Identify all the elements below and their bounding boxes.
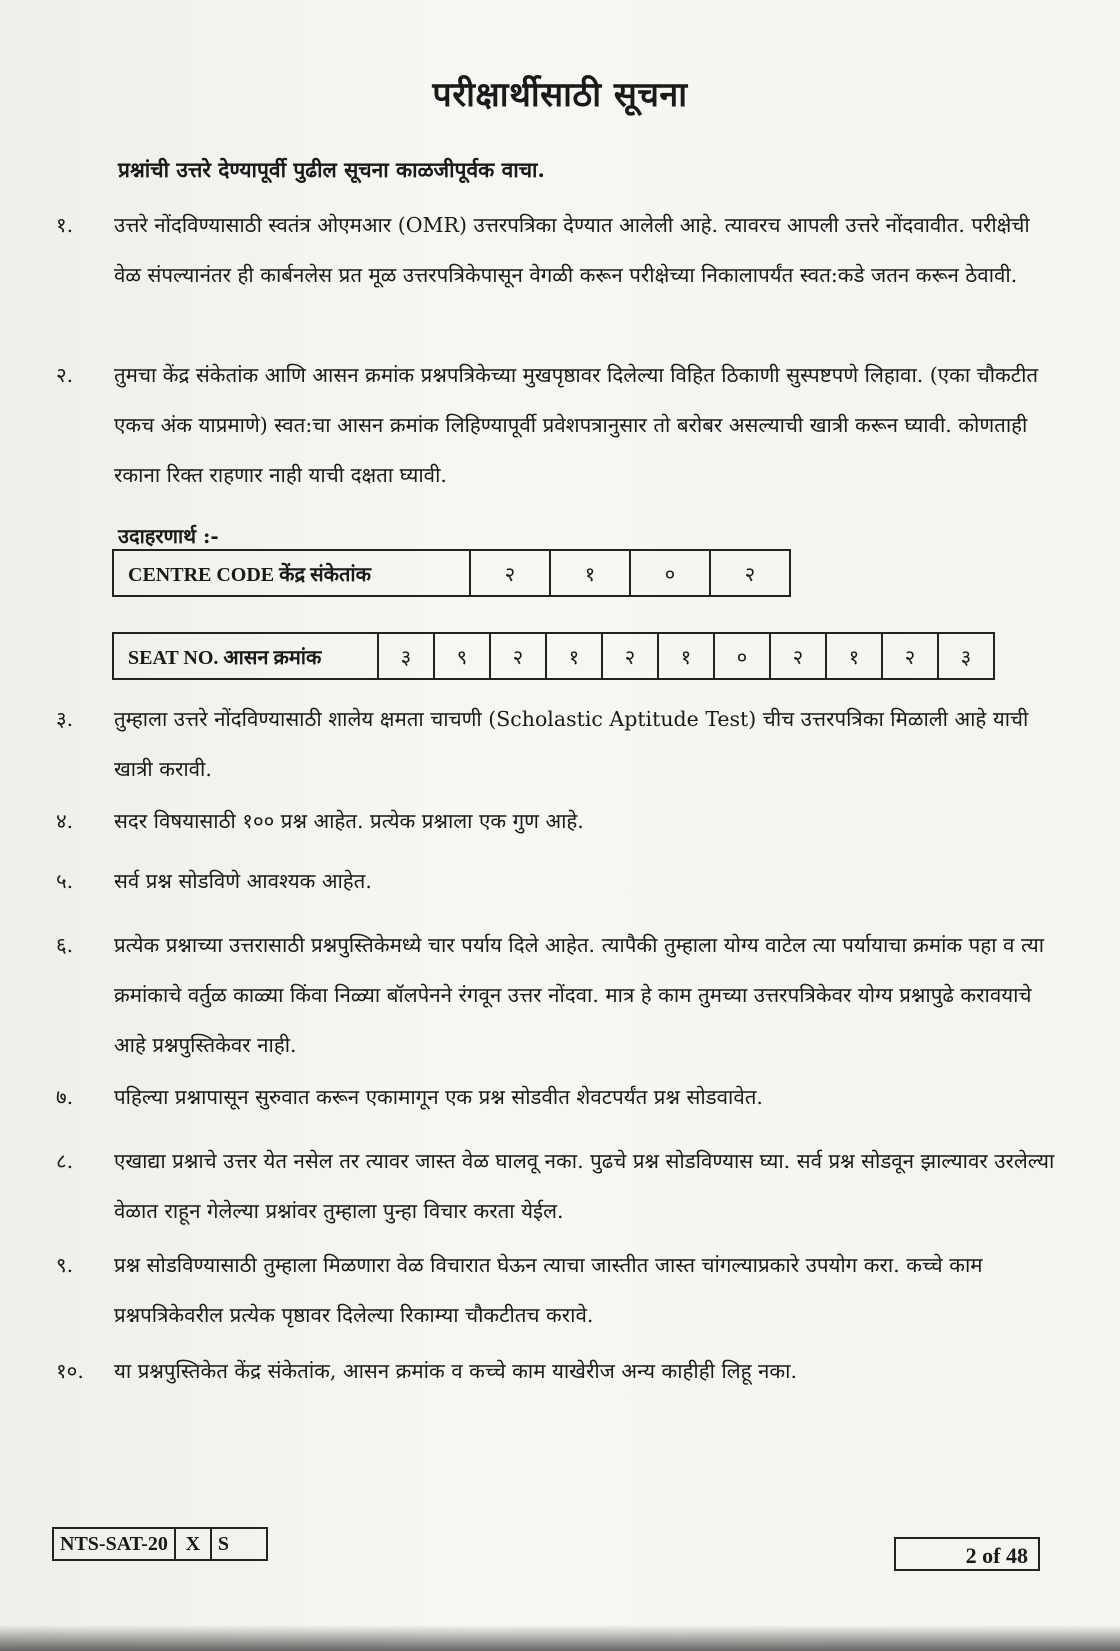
seat-digit: २	[602, 633, 658, 679]
item-number: ७.	[56, 1085, 74, 1109]
item-text: एखाद्या प्रश्नाचे उत्तर येत नसेल तर त्यावर जास्त वेळ घालवू नका. पुढचे प्रश्न सोडविण्यास घ्या. सर्व प्रश्न सोडवून झाल्यावर उरलेल्या वेळात राहून गेलेल्या प्रश्नांवर तुम्हाला पुन्हा विचार करता येईल.	[114, 1149, 1055, 1223]
item-text: सदर विषयासाठी १०० प्रश्न आहेत. प्रत्येक प्रश्नाला एक गुण आहे.	[114, 809, 584, 833]
seat-digit: १	[546, 633, 602, 679]
seat-no-table	[112, 632, 995, 680]
item-number: ९.	[56, 1253, 74, 1277]
instruction-item	[48, 1346, 1058, 1396]
paper-code-cell: X	[175, 1528, 211, 1560]
seat-digit: २	[770, 633, 826, 679]
instructions-subtitle: प्रश्नांची उत्तरे देण्यापूर्वी पुढील सूचना काळजीपूर्वक वाचा.	[118, 157, 545, 182]
code-digit: १	[550, 550, 630, 596]
item-number: ५.	[56, 869, 74, 893]
page-title: परीक्षार्थीसाठी सूचना	[432, 75, 688, 115]
item-number: २.	[56, 363, 74, 387]
code-digit: ०	[630, 550, 710, 596]
seat-digit: १	[826, 633, 882, 679]
item-text: या प्रश्नपुस्तिकेत केंद्र संकेतांक, आसन क्रमांक व कच्चे काम याखेरीज अन्य काहीही लिहू नका.	[114, 1359, 797, 1383]
seat-digit: २	[490, 633, 546, 679]
item-text: सर्व प्रश्न सोडविणे आवश्यक आहेत.	[114, 869, 372, 893]
instruction-item	[48, 1072, 1058, 1122]
item-number: १.	[56, 213, 74, 237]
example-label: उदाहरणार्थ :-	[118, 524, 219, 548]
instruction-item	[48, 796, 1058, 846]
item-text: प्रत्येक प्रश्नाच्या उत्तरासाठी प्रश्नपुस्तिकेमध्ये चार पर्याय दिले आहेत. त्यापैकी तुम्हाला योग्य वाटेल त्या पर्यायाचा क्रमांक पहा व त्या क्रमांकाचे वर्तुळ काळ्या किंवा निळ्या बॉलपेनने रंगवून उत्तर नोंदवा. मात्र हे काम तुमच्या उत्तरपत्रिकेवर योग्य प्रश्नापुढे करावयाचे आहे प्रश्नपुस्तिकेवर नाही.	[114, 933, 1045, 1057]
item-text: प्रश्न सोडविण्यासाठी तुम्हाला मिळणारा वेळ विचारात घेऊन त्याचा जास्तीत जास्त चांगल्याप्रकारे उपयोग करा. कच्चे काम प्रश्नपत्रिकेवरील प्रत्येक पृष्ठावर दिलेल्या रिकाम्या चौकटीतच करावे.	[114, 1253, 983, 1327]
item-number: ६.	[56, 933, 74, 957]
item-number: ४.	[56, 809, 74, 833]
item-text: तुमचा केंद्र संकेतांक आणि आसन क्रमांक प्रश्नपत्रिकेच्या मुखपृष्ठावर दिलेल्या विहित ठिकाणी सुस्पष्टपणे लिहावा. (एका चौकटीत एकच अंक याप्रमाणे) स्वत:चा आसन क्रमांक लिहिण्यापूर्वी प्रवेशपत्रानुसार तो बरोबर असल्याची खात्री करून घ्यावी. कोणताही रकाना रिक्त राहणार नाही याची दक्षता घ्यावी.	[114, 363, 1039, 487]
instruction-item	[48, 694, 1058, 794]
instruction-item	[48, 1240, 1058, 1340]
seat-digit: ९	[434, 633, 490, 679]
code-digit: २	[470, 550, 550, 596]
seat-digit: ०	[714, 633, 770, 679]
paper-code: NTS-SAT-20	[53, 1528, 175, 1560]
seat-no-label: SEAT NO. आसन क्रमांक	[113, 633, 378, 679]
instruction-item	[48, 856, 1058, 906]
item-number: १०.	[56, 1359, 84, 1383]
centre-code-table	[112, 549, 791, 597]
seat-digit: ३	[938, 633, 994, 679]
scan-shadow	[0, 1625, 1120, 1651]
seat-digit: १	[658, 633, 714, 679]
item-text: उत्तरे नोंदविण्यासाठी स्वतंत्र ओएमआर (OMR) उत्तरपत्रिका देण्यात आलेली आहे. त्यावरच आपली उत्तरे नोंदवावीत. परीक्षेची वेळ संपल्यानंतर ही कार्बनलेस प्रत मूळ उत्तरपत्रिकेपासून वेगळी करून परीक्षेच्या निकालापर्यंत स्वत:कडे जतन करून ठेवावी.	[114, 213, 1030, 287]
seat-digit: ३	[378, 633, 434, 679]
code-digit: २	[710, 550, 790, 596]
instruction-item	[48, 1136, 1058, 1236]
item-text: पहिल्या प्रश्नापासून सुरुवात करून एकामागून एक प्रश्न सोडवीत शेवटपर्यंत प्रश्न सोडवावेत.	[114, 1085, 763, 1109]
instruction-item	[48, 350, 1058, 500]
page-number: 2 of 48	[894, 1537, 1040, 1571]
item-text: तुम्हाला उत्तरे नोंदविण्यासाठी शालेय क्षमता चाचणी (Scholastic Aptitude Test) चीच उत्तरपत्रिका मिळाली आहे याची खात्री करावी.	[114, 707, 1029, 781]
seat-digit: २	[882, 633, 938, 679]
instruction-item	[48, 200, 1058, 300]
item-number: ३.	[56, 707, 74, 731]
centre-code-label: CENTRE CODE केंद्र संकेतांक	[113, 550, 470, 596]
item-number: ८.	[56, 1149, 74, 1173]
paper-code-cell: S	[211, 1528, 267, 1560]
instruction-item	[48, 920, 1058, 1070]
paper-code-box	[52, 1527, 268, 1561]
